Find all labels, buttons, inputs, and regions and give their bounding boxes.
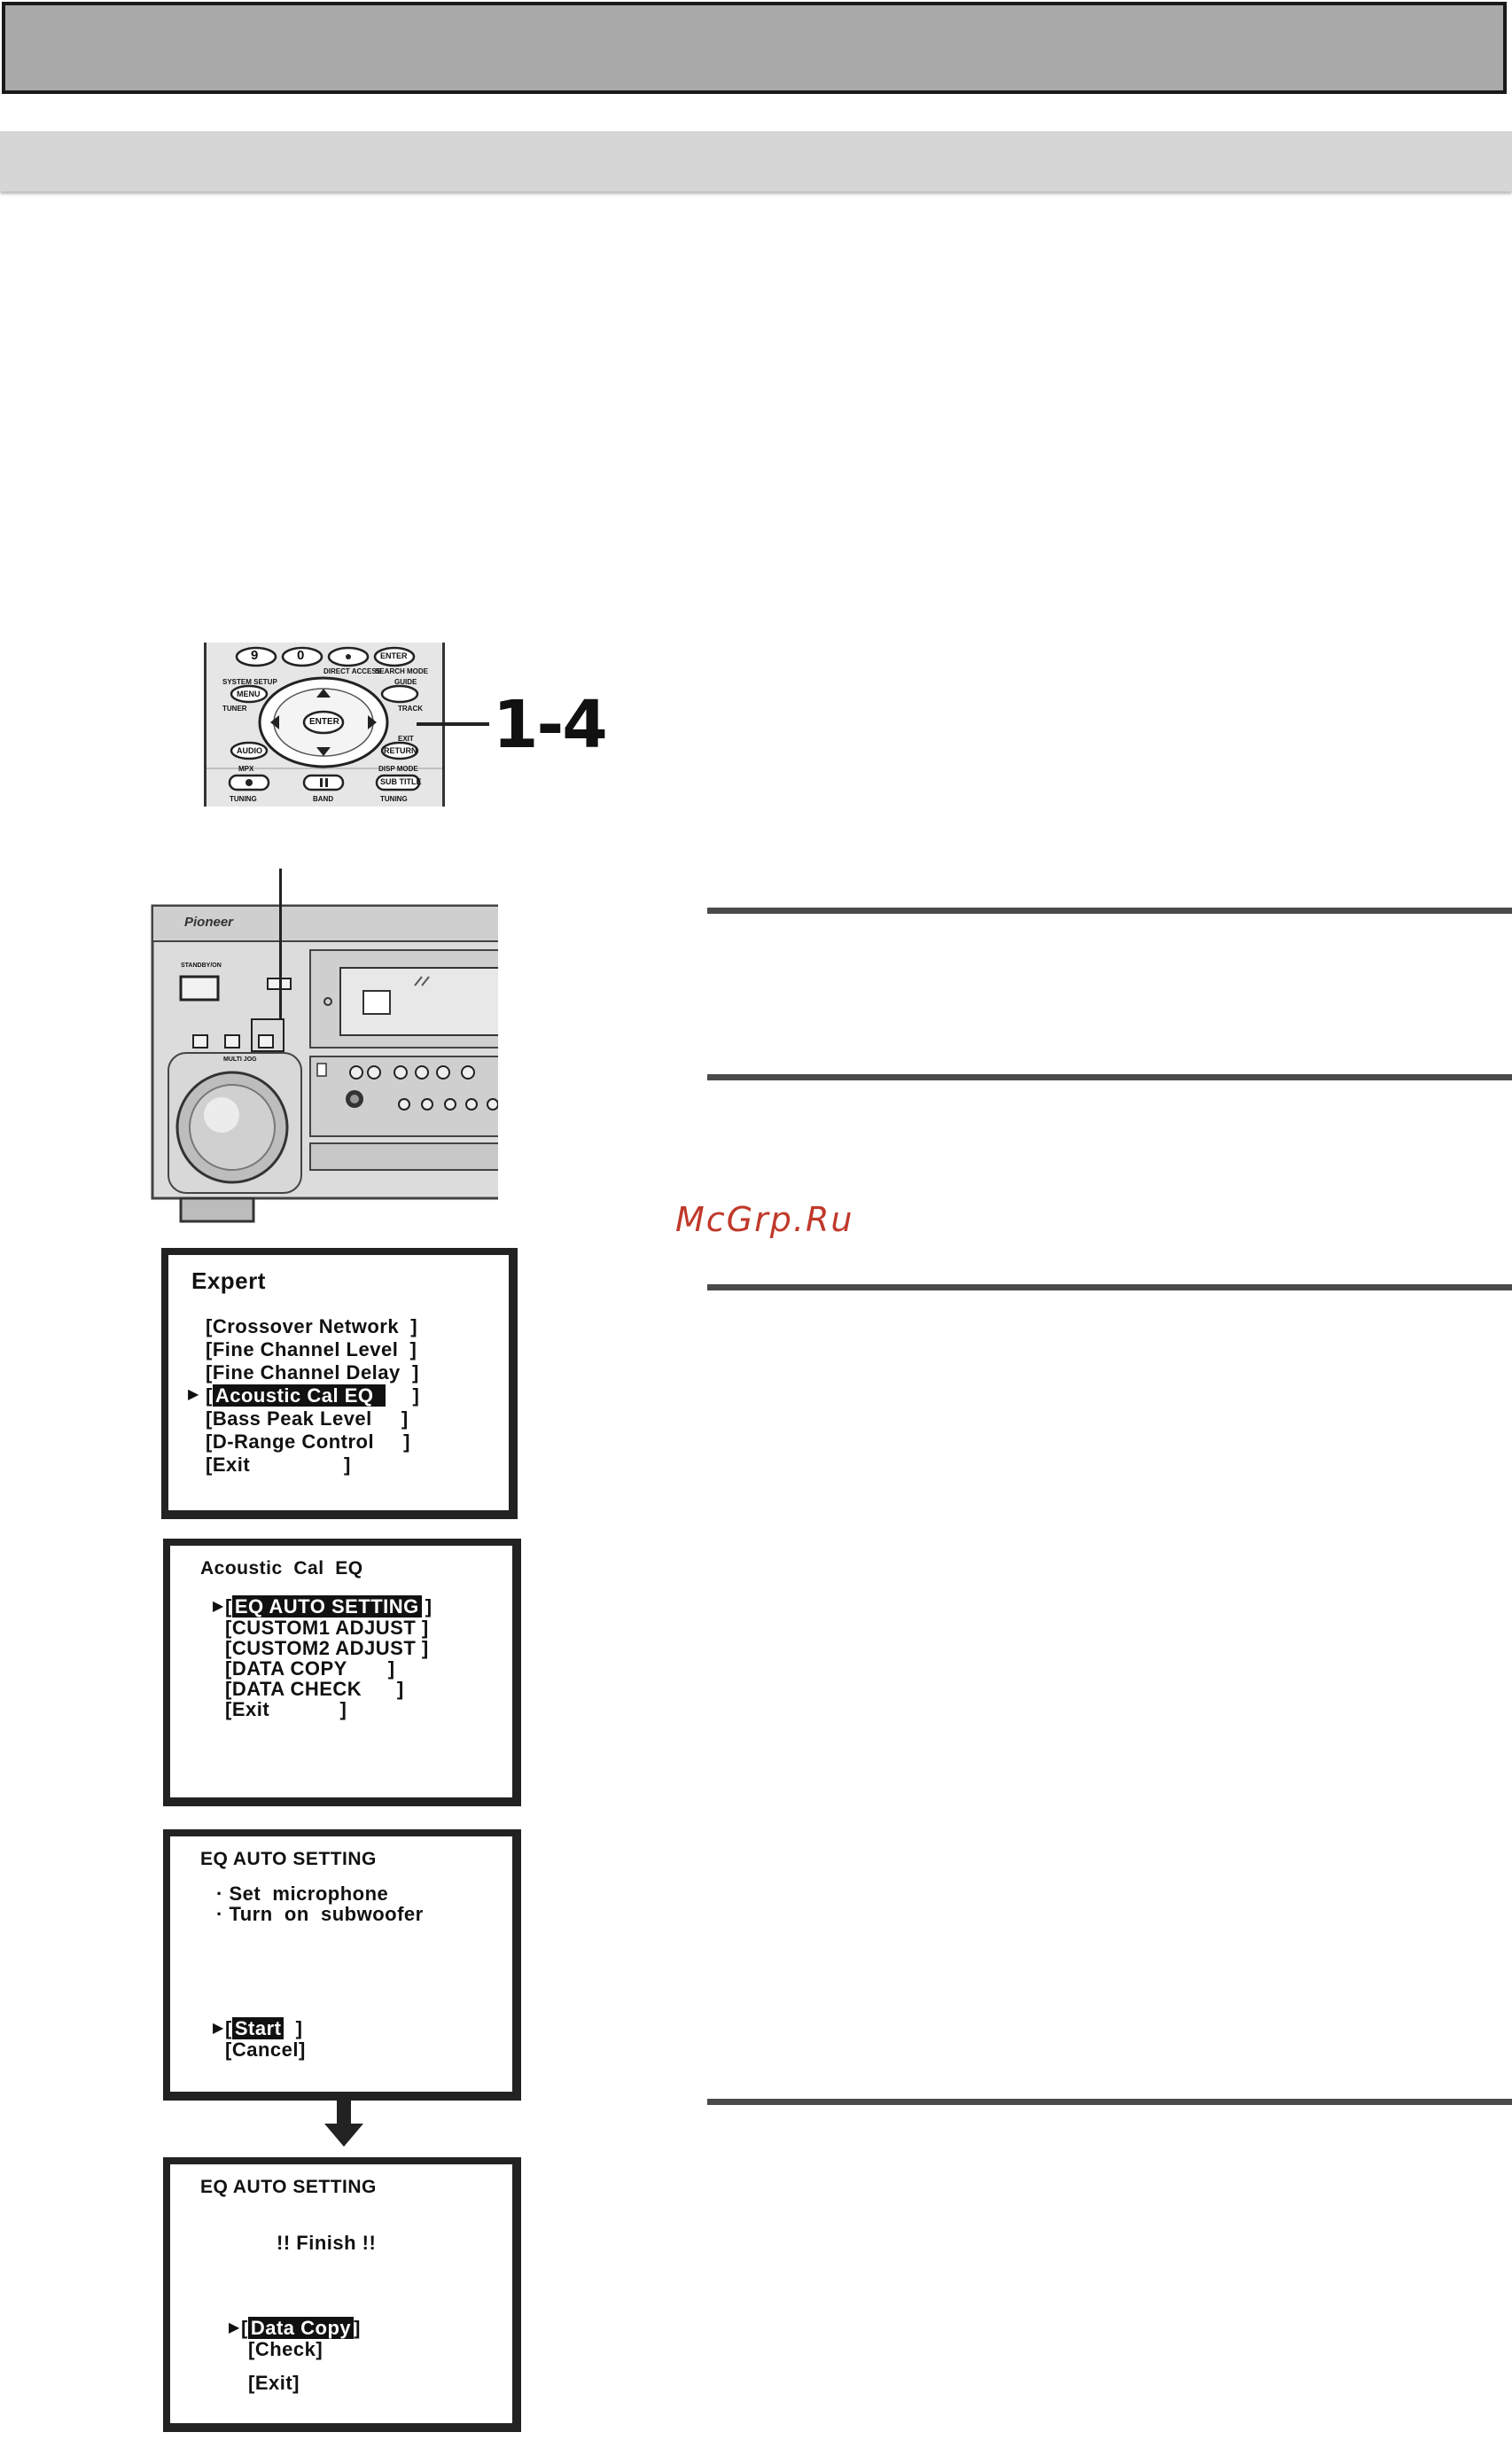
remote-callout-line — [417, 722, 489, 726]
bracket-close: ] — [425, 1595, 433, 1618]
bracket-open: [ — [206, 1384, 213, 1407]
remote-callout-label: 1-4 — [493, 687, 606, 763]
instruction-turn-on-subwoofer: · Turn on subwoofer — [216, 1903, 424, 1925]
step-divider-3 — [707, 1284, 1512, 1290]
remote-label-track: TRACK — [398, 705, 423, 713]
remote-label-guide: GUIDE — [394, 678, 417, 686]
remote-key-audio: AUDIO — [237, 746, 262, 755]
remote-key-enter-center: ENTER — [309, 717, 339, 727]
section-header-bar — [0, 131, 1512, 191]
selected-label: EQ AUTO SETTING — [232, 1595, 422, 1618]
bracket-close: ] — [354, 2317, 361, 2339]
screen-title: Acoustic Cal EQ — [200, 1558, 363, 1579]
remote-key-subtitle: SUB TITLE — [380, 777, 422, 786]
selected-label: Data Copy — [248, 2317, 354, 2339]
remote-label-disp-mode: DISP MODE — [378, 765, 418, 773]
watermark-text: McGrp.Ru — [675, 1200, 854, 1239]
menu-item-data-check[interactable]: [DATA CHECK ] — [225, 1678, 404, 1700]
remote-label-tuner: TUNER — [222, 705, 247, 713]
exit-option[interactable]: [Exit] — [248, 2372, 300, 2394]
menu-item-fine-delay[interactable]: [Fine Channel Delay ] — [206, 1361, 419, 1384]
menu-pointer: ▶ — [229, 2320, 240, 2335]
osd-screen-eq-auto-finish — [163, 2157, 521, 2432]
menu-pointer: ▶ — [213, 2021, 224, 2036]
page-header-bar — [2, 2, 1507, 94]
remote-key-enter-top: ENTER — [380, 651, 408, 660]
down-arrow-icon — [324, 2099, 363, 2147]
data-copy-option-selected[interactable] — [241, 2317, 361, 2340]
receiver-standby-label: STANDBY/ON — [181, 963, 222, 969]
cancel-option[interactable]: [Cancel] — [225, 2039, 306, 2061]
remote-label-band: BAND — [313, 795, 334, 803]
remote-label-search-mode: SEARCH MODE — [375, 667, 429, 675]
remote-key-return: RETURN — [384, 746, 417, 755]
menu-item-data-copy[interactable]: [DATA COPY ] — [225, 1657, 395, 1680]
menu-item-bass-peak[interactable]: [Bass Peak Level ] — [206, 1407, 409, 1430]
bracket-open: [ — [241, 2317, 248, 2339]
remote-label-tuning-minus: TUNING — [230, 795, 257, 803]
menu-item-exit[interactable]: [Exit ] — [225, 1698, 347, 1720]
osd-screen-expert — [161, 1248, 518, 1519]
start-option-selected[interactable] — [225, 2017, 303, 2040]
receiver-illustration — [151, 904, 498, 1225]
receiver-brand-logo: Pioneer — [184, 915, 234, 930]
remote-key-menu: MENU — [237, 690, 261, 698]
remote-control-illustration — [204, 643, 445, 807]
menu-item-d-range[interactable]: [D-Range Control ] — [206, 1430, 410, 1453]
remote-key-0: 0 — [297, 648, 305, 663]
step-divider-2 — [707, 1074, 1512, 1080]
step-divider-4 — [707, 2099, 1512, 2105]
menu-item-custom1[interactable]: [CUSTOM1 ADJUST ] — [225, 1617, 429, 1639]
receiver-graphic — [151, 904, 498, 1225]
menu-item-exit[interactable]: [Exit ] — [206, 1454, 351, 1476]
menu-pointer: ▶ — [188, 1387, 199, 1402]
menu-item-custom2[interactable]: [CUSTOM2 ADJUST ] — [225, 1637, 429, 1659]
selected-label: Acoustic Cal EQ — [213, 1384, 386, 1407]
receiver-knob-label: MULTI JOG — [223, 1056, 257, 1063]
receiver-pointer-line — [279, 869, 282, 1019]
osd-screen-acoustic-cal-eq — [163, 1539, 521, 1806]
remote-label-mpx: MPX — [238, 765, 254, 773]
instruction-set-microphone: · Set microphone — [216, 1883, 389, 1905]
menu-item-fine-level[interactable]: [Fine Channel Level ] — [206, 1338, 417, 1360]
finish-message: !! Finish !! — [277, 2232, 377, 2254]
remote-key-9: 9 — [251, 648, 259, 663]
screen-title: Expert — [191, 1267, 266, 1294]
menu-item-acoustic-cal-selected[interactable] — [206, 1384, 419, 1407]
menu-item-eq-auto-selected[interactable] — [225, 1595, 433, 1618]
bracket-open: [ — [225, 1595, 232, 1618]
remote-label-exit: EXIT — [398, 735, 414, 743]
bracket-close: ] — [284, 2017, 303, 2039]
remote-label-tuning-plus: TUNING — [380, 795, 408, 803]
remote-label-direct-access: DIRECT ACCESS — [323, 667, 382, 675]
check-option[interactable]: [Check] — [248, 2338, 323, 2360]
osd-screen-eq-auto-start — [163, 1829, 521, 2101]
menu-pointer: ▶ — [213, 1599, 224, 1614]
step-divider-1 — [707, 908, 1512, 914]
bracket-open: [ — [225, 2017, 232, 2039]
screen-title: EQ AUTO SETTING — [200, 2177, 377, 2197]
bracket-close: ] — [412, 1384, 420, 1407]
selected-label: Start — [232, 2017, 284, 2039]
screen-title: EQ AUTO SETTING — [200, 1849, 377, 1869]
menu-item-crossover[interactable]: [Crossover Network ] — [206, 1315, 418, 1337]
remote-label-system-setup: SYSTEM SETUP — [222, 678, 277, 686]
